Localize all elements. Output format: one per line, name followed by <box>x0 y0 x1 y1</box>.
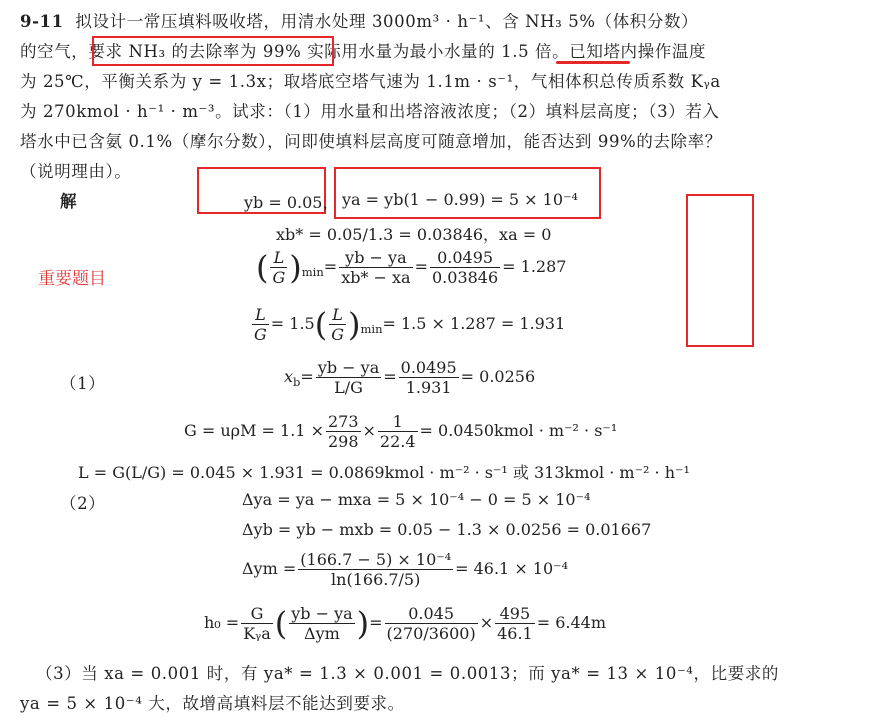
eq-xb-star: xb* = 0.05/1.3 = 0.03846，xa = 0 <box>276 225 552 244</box>
eq-lg-min: ( $\frac{L}{G}$ )$_{min}=$ $\frac{yb - ya}{xb* - xa}$ = $\frac{0.0495}{0.03846}$ = 1.287 <box>256 248 567 287</box>
h0-frac3-num: 0.045 <box>385 604 478 624</box>
h0-frac1-den: Kᵧa <box>243 624 271 643</box>
removal-rate-text: 要求 NH₃ 的去除率为 99% <box>88 42 302 61</box>
G-frac2-num: 1 <box>378 412 418 432</box>
eq-yb: yb = 0.05， <box>244 193 339 212</box>
eq-lg: $\frac{L}{G}$ = 1.5( $\frac{L}{G}$ )$_{min}= 1.5 \times 1.287 = 1.931$ <box>254 305 566 344</box>
highlight-box-removal-rate <box>92 36 334 66</box>
h0-frac4-num: 495 <box>495 604 535 624</box>
solution-label: 解 <box>60 192 78 211</box>
lgmin-denominator: xb* − xa <box>341 268 411 287</box>
xb-denominator: L/G <box>334 378 363 397</box>
lgmin-result: = 1.287 <box>502 257 567 276</box>
h0-frac2-num: yb − ya <box>291 604 353 623</box>
problem-text-2c: 已知塔内操作温度 <box>569 42 707 61</box>
problem-text-2a: 的空气， <box>20 42 89 61</box>
underline-water-ratio <box>556 61 630 64</box>
h0-lhs: h₀ = <box>204 613 240 632</box>
eq-G: G = uρM = 1.1 × $\frac{273}{298}$ × $\frac{1}{22.4}$ = 0.0450kmol · m⁻² · s⁻¹ <box>184 412 618 451</box>
h0-frac2-den: Δym <box>304 624 340 643</box>
h0-frac3-den: (270/3600) <box>386 624 476 643</box>
h0-frac4-den: 46.1 <box>497 624 533 643</box>
G-result: = 0.0450kmol · m⁻² · s⁻¹ <box>419 421 618 440</box>
eq-L: L = G(L/G) = 0.045 × 1.931 = 0.0869kmol · m⁻² · s⁻¹ 或 313kmol · m⁻² · h⁻¹ <box>78 463 690 482</box>
xb-numerator: yb − ya <box>317 358 380 377</box>
lg-result: = 1.5 × 1.287 = 1.931 <box>382 314 566 333</box>
part-3-line-2: ya = 5 × 10⁻⁴ 大，故增高填料层不能达到要求。 <box>20 694 405 713</box>
dym-result: = 46.1 × 10⁻⁴ <box>455 559 569 578</box>
xb-value-denominator: 1.931 <box>405 378 452 397</box>
part-1-label: （1） <box>60 374 106 393</box>
xb-value-numerator: 0.0495 <box>400 358 457 377</box>
lgmin-value-numerator: 0.0495 <box>430 248 500 268</box>
empty-red-box <box>686 194 754 347</box>
h0-result: = 6.44m <box>536 613 607 632</box>
xb-result: = 0.0256 <box>460 367 536 386</box>
G-frac2-den: 22.4 <box>379 432 416 451</box>
lgmin-value-denominator: 0.03846 <box>432 268 499 287</box>
dym-numerator: (166.7 − 5) × 10⁻⁴ <box>300 550 452 569</box>
h0-frac1-num: G <box>241 604 273 624</box>
important-note: 重要题目 <box>38 269 106 289</box>
part-3-line-1: （3）当 xa = 0.001 时，有 ya* = 1.3 × 0.001 = 0.0013；而 ya* = 13 × 10⁻⁴，比要求的 <box>36 664 779 683</box>
eq-h0: h₀ = $\frac{G}{\text{Kᵧa}}$ ( $\frac{yb - ya}{\text{Δym}}$ )= $\frac{0.045}{(270/3600)}$ × $\frac{495}{46.1}$ = 6.44m <box>204 604 607 643</box>
eq-xb: $x_b=$ $\frac{yb - ya}{L/G}$ = $\frac{0.0495}{1.931}$ = 0.0256 <box>284 358 536 397</box>
lgmin-numerator: yb − ya <box>339 248 412 268</box>
G-frac1-den: 298 <box>327 432 359 451</box>
problem-line-5: 塔水中已含氨 0.1%（摩尔分数），问即使填料层高度可随意增加，能否达到 99%的去除率？ <box>20 132 722 151</box>
problem-number: 9-11 <box>20 12 64 31</box>
water-ratio-text: 1.5 倍。 <box>495 42 570 61</box>
part-2-label: （2） <box>60 494 106 513</box>
problem-text-2b: 实际用水量为最小水量的 <box>301 42 496 61</box>
eq-dym <box>242 550 568 589</box>
dym-lhs: Δym = <box>242 559 297 578</box>
dym-denominator: ln(166.7/5) <box>331 570 421 589</box>
problem-line-3: 为 25℃，平衡关系为 y = 1.3x；取塔底空塔气速为 1.1m · s⁻¹，气相体积总传质系数 Kᵧa <box>20 72 721 91</box>
problem-line-4: 为 270kmol · h⁻¹ · m⁻³。试求：（1）用水量和出塔溶液浓度；（2）填料层高度；（3）若入 <box>20 102 720 121</box>
eq-dya: Δya = ya − mxa = 5 × 10⁻⁴ − 0 = 5 × 10⁻⁴ <box>242 490 591 509</box>
problem-text-1: 拟设计一常压填料吸收塔，用清水处理 3000m³ · h⁻¹、含 NH₃ 5%（体积分数） <box>75 12 699 31</box>
G-frac1-num: 273 <box>327 412 359 431</box>
eq-dyb: Δyb = yb − mxb = 0.05 − 1.3 × 0.0256 = 0.01667 <box>242 520 652 539</box>
eq-ya: ya = yb(1 − 0.99) = 5 × 10⁻⁴ <box>342 190 578 209</box>
G-lhs: G = uρM = 1.1 × <box>184 421 324 440</box>
problem-line-1 <box>20 8 698 32</box>
problem-line-6: （说明理由）。 <box>20 162 132 181</box>
